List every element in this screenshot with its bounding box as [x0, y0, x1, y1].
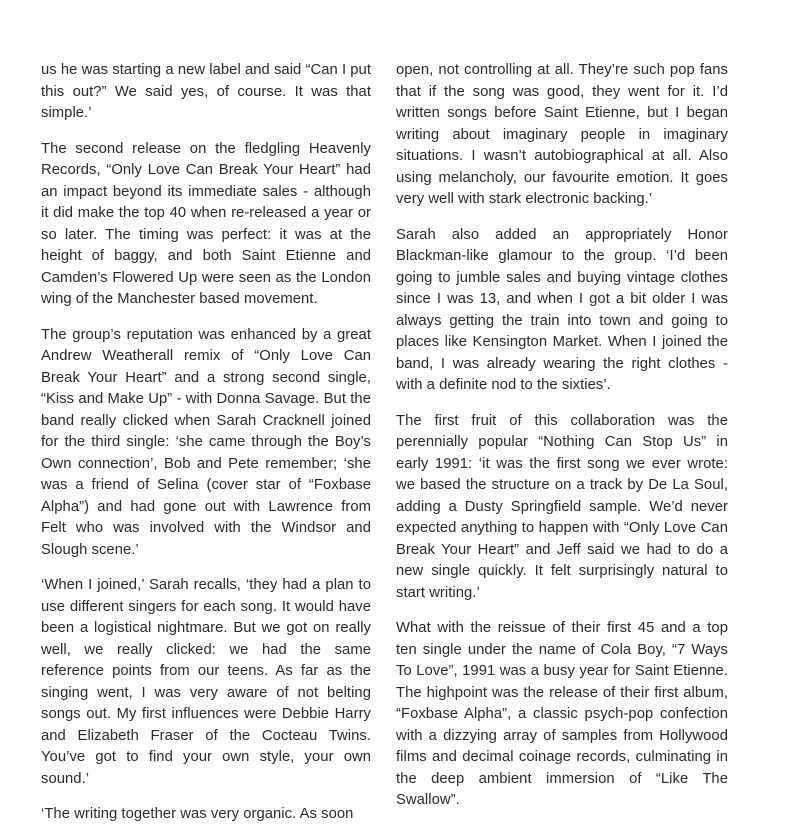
paragraph: open, not controlling at all. They’re such pop fans that if the song was good, they went for it. I’d written songs before Saint Etienne, but I began writing about imaginary people in imaginary situations. I wasn’t autobiographical at all. Also using melancholy, our favourite emotion. It goes very well with stark electronic backing.’	[396, 62, 728, 207]
left-text-column	[41, 60, 371, 840]
paragraph: The group’s reputation was enhanced by a great Andrew Weatherall remix of “Only Love Can Break Your Heart” and a strong second single, “Kiss and Make Up” - with Donna Savage. But the band really clicked when Sarah Cracknell joined for the third single: ‘she came through the Boy’s Own connection’, Bob and Pete remember; ‘she was a friend of Selina (cover star of “Foxbase Alpha”) and had gone out with Lawrence from Felt who was involved with the Windsor and Slough scene.’	[41, 326, 371, 558]
paragraph: The first fruit of this collaboration was the perennially popular “Nothing Can Stop Us” in early 1991: ‘it was the first song we ever wrote: we based the structure on a track by De La Soul, adding a Dusty Springfield sample. We’d never expected anything to happen with “Only Love Can Break Your Heart” and Jeff said we had to do a new single quickly. It felt surprisingly natural to start writing.’	[396, 412, 728, 601]
paragraph: Sarah also added an appropriately Honor Blackman-like glamour to the group. ‘I’d been going to jumble sales and buying vintage clothes since I was 13, and when I got a bit older I was always getting the train into town and going to places like Kensington Market. When I joined the band, I was already wearing the right clothes - with a definite nod to the sixties’.	[396, 226, 728, 393]
paragraph: The second release on the fledgling Heavenly Records, “Only Love Can Break Your Heart” had an impact beyond its immediate sales - although it did make the top 40 when re-released a year or so later. The timing was perfect: it was at the height of baggy, and both Saint Etienne and Camden’s Flowered Up were seen as the London wing of the Manchester based movement.	[41, 140, 371, 307]
paragraph: ‘The writing together was very organic. As soon	[41, 806, 354, 822]
paragraph: us he was starting a new label and said “Can I put this out?” We said yes, of course. It was that simple.’	[41, 62, 371, 121]
paragraph: What with the reissue of their first 45 and a top ten single under the name of Cola Boy, “7 Ways To Love”, 1991 was a busy year for Saint Etienne. The highpoint was the release of their first album, “Foxbase Alpha”, a classic psych-pop confection with a dizzying array of samples from Hollywood films and decimal coinage records, culminating in the deep ambient immersion of “Like The Swallow”.	[396, 620, 728, 808]
right-text-column	[396, 60, 728, 826]
paragraph: ‘When I joined,’ Sarah recalls, ‘they had a plan to use different singers for each song. It would have been a logistical nightmare. But we got on really well, we really clicked: we had the same reference points from our teens. As far as the singing went, I was very aware of not belting songs out. My first influences were Debbie Harry and Elizabeth Fraser of the Cocteau Twins. You’ve got to find your own style, your own sound.’	[41, 577, 371, 787]
